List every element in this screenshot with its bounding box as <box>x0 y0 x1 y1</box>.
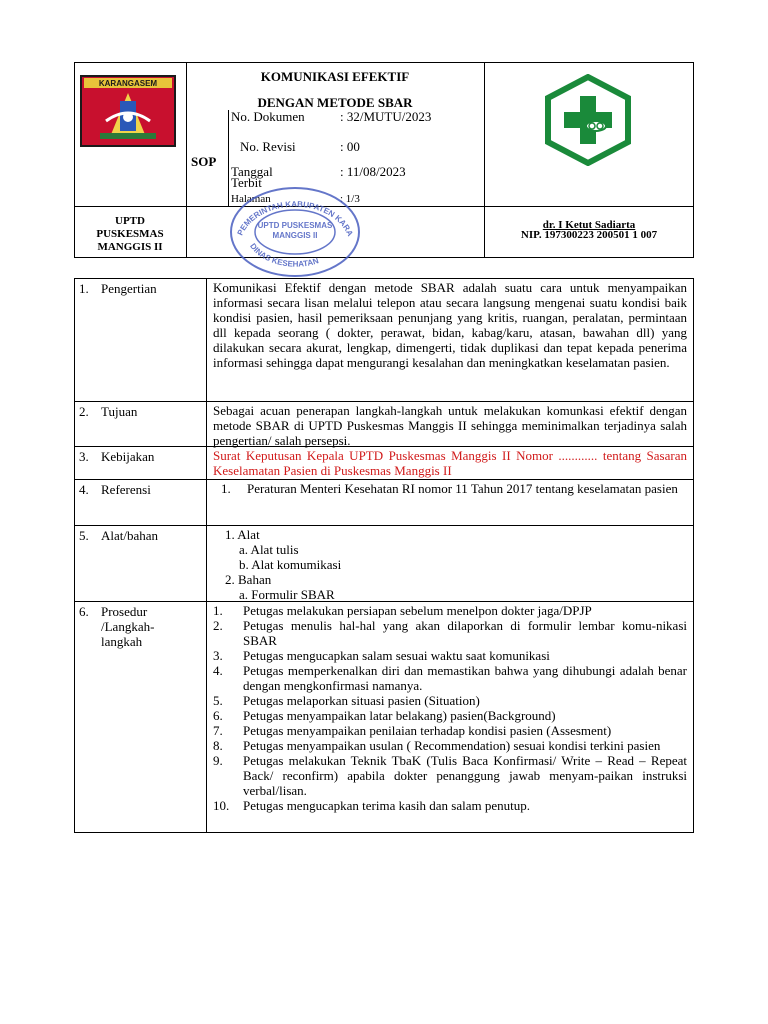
sop-label: SOP <box>191 154 217 169</box>
section-label: Kebijakan <box>101 449 155 464</box>
doc-no-label: No. Dokumen <box>231 109 305 124</box>
step-item: 9. Petugas melakukan Teknik TbaK (Tulis Baca Konfirmasi/ Write – Read – Repeat Back/ reconfirm) apabila dokter penanggung jawab menyam-paikan instruksi verbal/lisan. <box>213 753 687 798</box>
org-line3: MANGGIS II <box>97 241 163 253</box>
logo-text: KARANGASEM <box>98 79 158 88</box>
step-item: 2. Petugas menulis hal-hal yang akan dilaporkan di formulir lembar komu-nikasi SBAR <box>213 618 687 648</box>
section-referensi <box>75 479 693 525</box>
page-value: : 1/3 <box>340 193 360 205</box>
section-tujuan <box>75 401 693 446</box>
date-label: Tanggal <box>231 164 273 179</box>
svg-text:DINAS KESEHATAN <box>248 242 320 269</box>
prosedur-steps <box>213 603 687 813</box>
section-number: 5. <box>79 528 89 543</box>
section-kebijakan <box>75 446 693 479</box>
step-item: 4. Petugas memperkenalkan diri dan memastikan bahwa yang dihubungi adalah benar dengan mengkonfirmasi namanya. <box>213 663 687 693</box>
karangasem-logo <box>80 75 176 147</box>
section-label: Pengertian <box>101 281 157 296</box>
alat-item: a. Alat tulis <box>239 542 299 557</box>
section-number: 3. <box>79 449 89 464</box>
section-label: Tujuan <box>101 404 138 419</box>
section-pengertian <box>75 279 693 401</box>
page-label: Halaman <box>231 193 271 205</box>
step-item: 5. Petugas melaporkan situasi pasien (Situation) <box>213 693 480 708</box>
alat-group-1 <box>213 527 687 542</box>
alat-item: b. Alat komumikasi <box>239 557 342 572</box>
official-stamp <box>220 180 370 280</box>
title-line1: KOMUNIKASI EFEKTIF <box>260 69 410 84</box>
referensi-item-number: 1. <box>221 481 231 496</box>
revision-label: No. Revisi <box>240 139 296 154</box>
date-value: : 11/08/2023 <box>340 164 406 179</box>
section-prosedur <box>75 601 693 832</box>
alat-group-1-number: 1. <box>225 527 235 542</box>
section-label: Referensi <box>101 482 151 497</box>
referensi-item-text: Peraturan Menteri Kesehatan RI nomor 11 Tahun 2017 tentang keselamatan pasien <box>247 481 678 496</box>
section-label: Alat/bahan <box>101 528 159 543</box>
alat-group-1-label: Alat <box>237 527 260 542</box>
alat-item: a. Formulir SBAR <box>239 587 335 602</box>
section-alat-bahan <box>75 525 693 601</box>
header-divider-left <box>186 62 187 258</box>
section-label: /Langkah- <box>101 619 155 634</box>
kebijakan-text: Surat Keputusan Kepala UPTD Puskesmas Manggis II Nomor ............ tentang Sasaran Keselamatan Pasien di Puskesmas Manggis II <box>213 448 687 478</box>
section-number: 6. <box>79 604 89 619</box>
signer-nip: NIP. 197300223 200501 1 007 <box>520 229 658 241</box>
header-divider-bottom <box>74 206 694 207</box>
doc-no-value: : 32/MUTU/2023 <box>340 109 432 124</box>
sop-body-table <box>74 278 694 833</box>
title-line2: DENGAN METODE SBAR <box>257 95 413 110</box>
section-label: langkah <box>101 634 143 649</box>
alat-group-2-label: Bahan <box>238 572 272 587</box>
alat-group-2 <box>213 572 687 587</box>
alat-group-2-number: 2. <box>225 572 235 587</box>
org-line2: PUSKESMAS <box>96 228 164 240</box>
step-item: 6. Petugas menyampaikan latar belakang) pasien(Background) <box>213 708 556 723</box>
tujuan-text: Sebagai acuan penerapan langkah-langkah untuk melakukan komunkasi efektif dengan metode SBAR di UPTD Puskesmas Manggis II sehingga meminimalkan terjadinya salah pengertian/ salah persepsi. <box>213 403 687 448</box>
org-line1: UPTD <box>115 215 145 227</box>
stamp-center-text-1: UPTD PUSKESMAS <box>257 221 333 230</box>
section-number: 4. <box>79 482 89 497</box>
section-number: 2. <box>79 404 89 419</box>
step-item: 8. Petugas menyampaikan usulan ( Recommendation) sesuai kondisi terkini pasien <box>213 738 661 753</box>
step-item: 1. Petugas melakukan persiapan sebelum menelpon dokter jaga/DPJP <box>213 603 592 618</box>
date-label-2: Terbit <box>231 175 262 190</box>
signer-name: dr. I Ketut Sadiarta <box>542 219 636 231</box>
section-number: 1. <box>79 281 89 296</box>
step-item: 3. Petugas mengucapkan salam sesuai waktu saat komunikasi <box>213 648 550 663</box>
puskesmas-logo <box>542 74 634 166</box>
pengertian-text: Komunikasi Efektif dengan metode SBAR adalah suatu cara untuk menyampaikan informasi secara lisan melalui telepon atau secara langsung mengenai suatu kondisi baik kondisi pasien, hasil pemeriksaan penunjang yang kritis, ruangan, peralatan, permintaan dll kepada seorang ( dokter, perawat, bidan, kabag/karu, atasan, bawahan dll) yang dilakukan secara akurat, lengkap, dimengerti, tidak duplikasi dan tepat kepada penerima informasi sehingga dapat mengurangi kesalahan dan meningkatkan keselamatan pasien. <box>213 280 687 370</box>
step-item: 10. Petugas mengucapkan terima kasih dan salam penutup. <box>213 798 531 813</box>
stamp-center-text-2: MANGGIS II <box>272 231 318 240</box>
section-label: Prosedur <box>101 604 148 619</box>
stamp-bottom-text: DINAS KESEHATAN <box>248 241 320 269</box>
step-item: 7. Petugas menyampaikan penilaian terhadap kondisi pasien (Assesment) <box>213 723 612 738</box>
stamp-top-text: PEMERINTAH KABUPATEN KARA <box>235 199 355 238</box>
revision-value: : 00 <box>340 139 360 154</box>
